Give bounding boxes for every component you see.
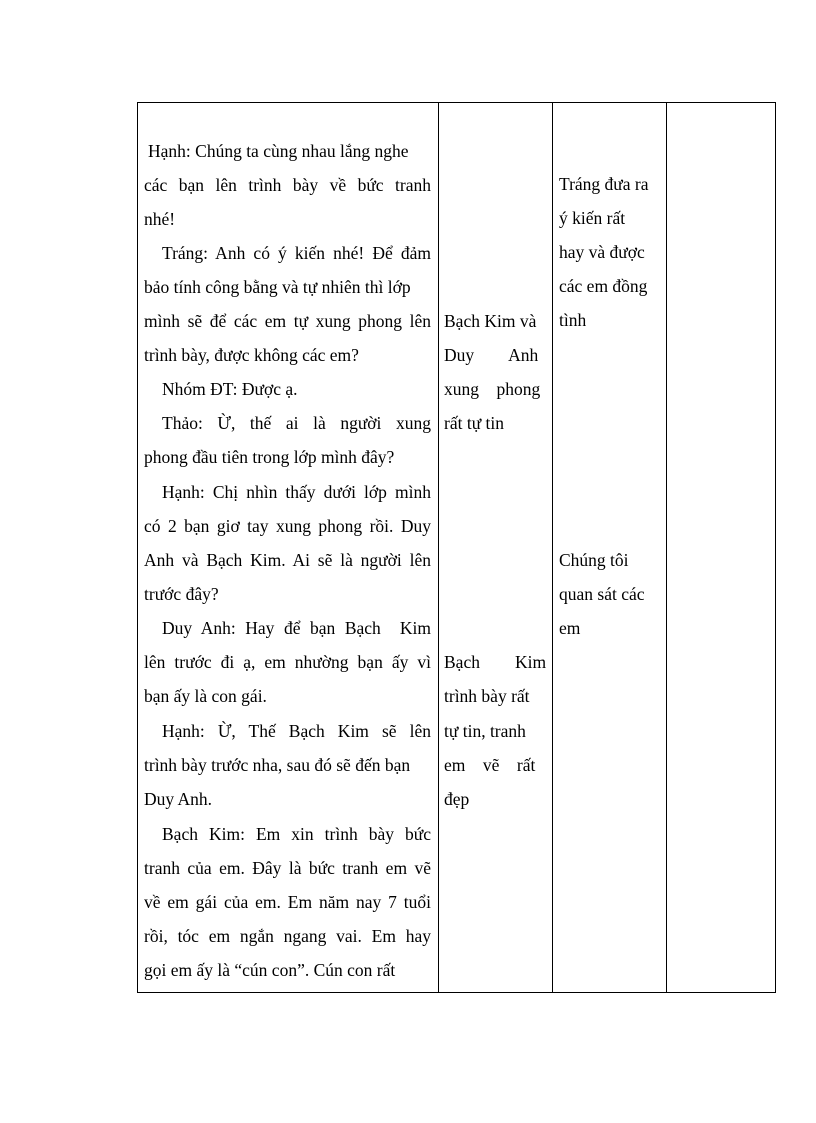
column-divider bbox=[438, 103, 439, 992]
dialogue-line: phong đầu tiên trong lớp mình đây? bbox=[144, 447, 395, 467]
comment-line: ý kiến rất bbox=[559, 208, 626, 228]
dialogue-line: rồi, tóc em ngắn ngang vai. Em hay bbox=[144, 926, 431, 946]
dialogue-line: Anh và Bạch Kim. Ai sẽ là người lên bbox=[144, 550, 431, 570]
dialogue-line: Hạnh: Ừ, Thế Bạch Kim sẽ lên bbox=[162, 721, 431, 741]
dialogue-line: về em gái của em. Em năm nay 7 tuổi bbox=[144, 892, 431, 912]
dialogue-line: các bạn lên trình bày về bức tranh bbox=[144, 175, 431, 195]
behavior-line: trình bày rất bbox=[444, 686, 530, 706]
column-divider bbox=[666, 103, 667, 992]
behavior-line: Bạch Kim và bbox=[444, 311, 537, 331]
behavior-line: em vẽ rất bbox=[444, 755, 536, 775]
comment-line: Tráng đưa ra bbox=[559, 174, 649, 194]
dialogue-line: Thảo: Ừ, thế ai là người xung bbox=[162, 413, 431, 433]
dialogue-line: trình bày trước nha, sau đó sẽ đến bạn bbox=[144, 755, 411, 775]
dialogue-line: Hạnh: Chúng ta cùng nhau lắng nghe bbox=[148, 141, 409, 161]
column-divider bbox=[552, 103, 553, 992]
dialogue-line: trước đây? bbox=[144, 584, 219, 604]
comment-line: tình bbox=[559, 310, 587, 330]
behavior-line: Duy Anh bbox=[444, 345, 539, 365]
behavior-line: Bạch Kim bbox=[444, 652, 547, 672]
dialogue-line: trình bày, được không các em? bbox=[144, 345, 359, 365]
dialogue-line: bảo tính công bằng và tự nhiên thì lớp bbox=[144, 277, 411, 297]
comment-line: em bbox=[559, 618, 581, 638]
dialogue-line: Tráng: Anh có ý kiến nhé! Để đảm bbox=[162, 243, 431, 263]
dialogue-line: mình sẽ để các em tự xung phong lên bbox=[144, 311, 431, 331]
comment-line: quan sát các bbox=[559, 584, 645, 604]
dialogue-line: Duy Anh: Hay để bạn Bạch Kim bbox=[162, 618, 431, 638]
comment-line: hay và được bbox=[559, 242, 645, 262]
comment-line: các em đồng bbox=[559, 276, 648, 296]
dialogue-line: có 2 bạn giơ tay xung phong rồi. Duy bbox=[144, 516, 431, 536]
dialogue-line: Nhóm ĐT: Được ạ. bbox=[162, 379, 298, 399]
dialogue-line: gọi em ấy là “cún con”. Cún con rất bbox=[144, 960, 396, 980]
dialogue-line: nhé! bbox=[144, 209, 176, 229]
behavior-line: xung phong bbox=[444, 379, 541, 399]
behavior-line: đẹp bbox=[444, 789, 470, 809]
dialogue-line: lên trước đi ạ, em nhường bạn ấy vì bbox=[144, 652, 431, 672]
behavior-line: tự tin, tranh bbox=[444, 721, 526, 741]
behavior-line: rất tự tin bbox=[444, 413, 505, 433]
dialogue-line: Hạnh: Chị nhìn thấy dưới lớp mình bbox=[162, 482, 431, 502]
dialogue-line: bạn ấy là con gái. bbox=[144, 686, 267, 706]
comment-line: Chúng tôi bbox=[559, 550, 629, 570]
dialogue-line: Duy Anh. bbox=[144, 789, 213, 809]
dialogue-line: Bạch Kim: Em xin trình bày bức bbox=[162, 824, 431, 844]
dialogue-line: tranh của em. Đây là bức tranh em vẽ bbox=[144, 858, 431, 878]
